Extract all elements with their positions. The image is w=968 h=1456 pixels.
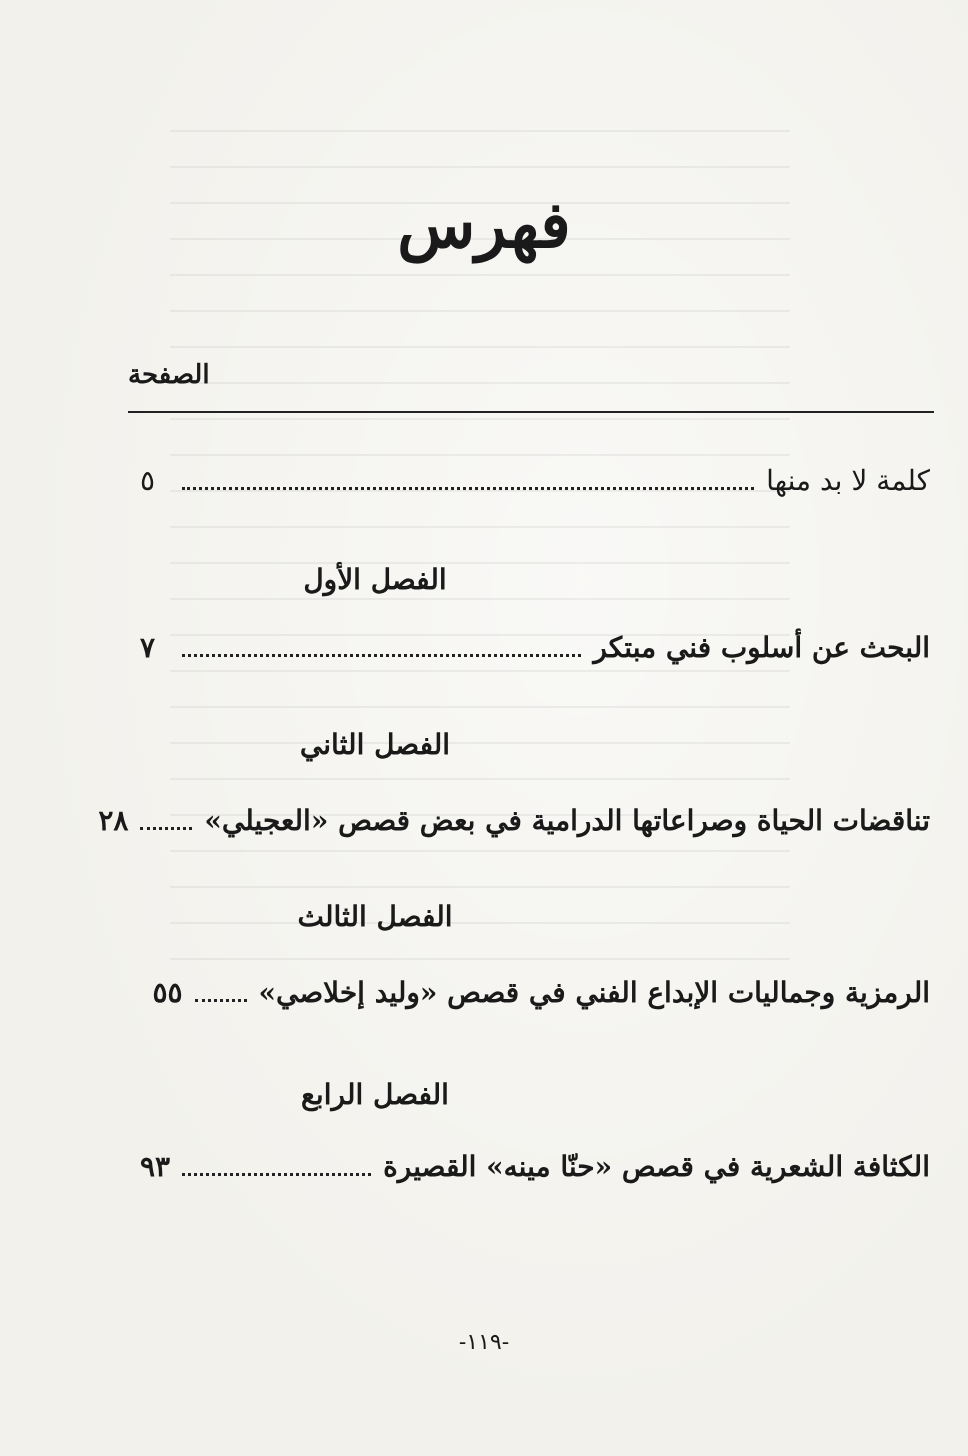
chapter-heading: الفصل الرابع <box>301 1078 449 1111</box>
toc-entry-title: الرمزية وجماليات الإبداع الفني في قصص «وليد إخلاصي» <box>258 975 930 1009</box>
chapter-heading: الفصل الثالث <box>297 900 453 933</box>
toc-entry-title: تناقضات الحياة وصراعاتها الدرامية في بعض قصص «العجيلي» <box>204 803 930 837</box>
dot-leader <box>182 487 754 490</box>
toc-entry-title: الكثافة الشعرية في قصص «حنّا مينه» القصيرة <box>383 1149 930 1183</box>
dot-leader <box>182 654 581 657</box>
toc-entry[interactable] <box>140 458 930 502</box>
dot-leader <box>182 1173 371 1176</box>
toc-entry[interactable] <box>98 798 930 842</box>
toc-entry-page: ٩٣ <box>140 1149 171 1183</box>
toc-entry[interactable] <box>140 970 930 1014</box>
page-column-label: الصفحة <box>128 360 210 390</box>
dot-leader <box>140 827 192 830</box>
header-rule <box>128 411 934 413</box>
chapter-heading: الفصل الأول <box>303 563 447 596</box>
page-title: فهرس <box>397 188 571 263</box>
dot-leader <box>195 999 247 1002</box>
toc-entry-title: البحث عن أسلوب فني مبتكر <box>593 630 930 664</box>
chapter-heading: الفصل الثاني <box>299 728 451 761</box>
footer-page-number: -١١٩- <box>458 1330 510 1355</box>
toc-entry[interactable] <box>140 1144 930 1188</box>
toc-entry-page: ٥٥ <box>152 975 183 1009</box>
toc-entry-page: ٢٨ <box>98 803 129 837</box>
toc-entry[interactable] <box>140 625 930 669</box>
toc-entry-page: ٥ <box>140 463 156 497</box>
toc-entry-title: كلمة لا بد منها <box>766 463 930 497</box>
toc-entry-page: ٧ <box>140 630 156 664</box>
